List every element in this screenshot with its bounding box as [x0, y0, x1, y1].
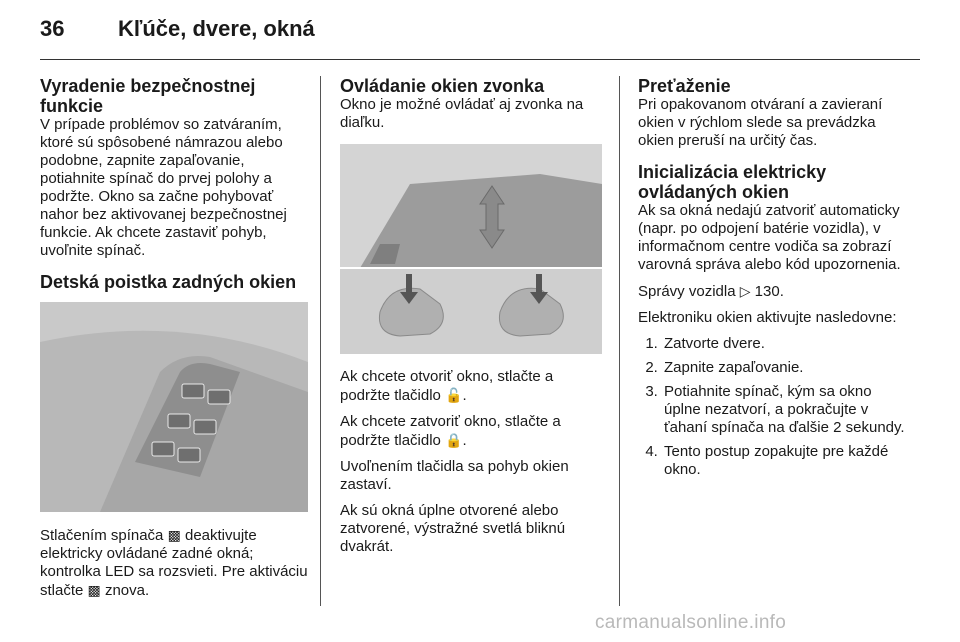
- close-window-text: Ak chcete zatvoriť okno, stlačte a podržte tlačidlo 🔒.: [340, 413, 561, 449]
- heading-safety-override: Vyradenie bezpečnostnej funkcie: [40, 76, 256, 116]
- child-lock-caption: Stlačením spínača ▩ deaktivujte elektricky ovládané zadné okná; kontrolka LED sa rozsvieti. Pre aktiváciu stlačte ▩ znova.: [40, 527, 308, 599]
- vehicle-messages-reference: Správy vozidla ▷ 130.: [638, 283, 784, 300]
- column-3: [638, 76, 910, 485]
- remote-operation-intro: Okno je možné ovládať aj zvonka na diaľku.: [340, 96, 584, 131]
- step-2: 2. Zapnite zapaľovanie.: [662, 359, 910, 377]
- activation-steps: [638, 335, 910, 479]
- page-title: Kľúče, dvere, okná: [118, 16, 315, 41]
- column-divider-2: [619, 76, 620, 606]
- heading-remote-operation: Ovládanie okien zvonka: [340, 76, 545, 96]
- column-1: [40, 76, 308, 608]
- figure-window-switches: [40, 302, 308, 512]
- watermark: carmanualsonline.info: [595, 612, 787, 633]
- release-button-text: Uvoľnením tlačidla sa pohyb okien zastaví.: [340, 458, 569, 493]
- overload-text: Pri opakovanom otváraní a zavieraní okien v rýchlom slede sa prevádzka okien preruší na určitý čas.: [638, 96, 883, 149]
- heading-child-lock: Detská poistka zadných okien: [40, 272, 297, 292]
- page-header: [40, 16, 920, 56]
- window-switch-panel-illustration: [40, 302, 308, 512]
- open-window-text: Ak chcete otvoriť okno, stlačte a podržte tlačidlo 🔓.: [340, 368, 554, 404]
- safety-override-text: V prípade problémov so zatváraním, ktoré sú spôsobené námrazou alebo podobne, zapnite zapaľovanie, potiahnite spínač do prvej polohy a podržte. Okno sa začne pohybovať nahor bez aktivovanej bezpečnostnej funkcie. Ak chcete zastaviť pohyb, uvoľnite spínač.: [40, 116, 287, 259]
- heading-initialization: Inicializácia elektricky ovládaných okien: [638, 162, 827, 202]
- hazard-flash-text: Ak sú okná úplne otvorené alebo zatvorené, výstražné svetlá bliknú dvakrát.: [340, 502, 566, 555]
- lock-icon: 🔒: [445, 432, 463, 448]
- child-lock-window-icon: ▩: [87, 582, 101, 598]
- child-lock-window-icon: ▩: [167, 527, 181, 543]
- step-1: 1. Zatvorte dvere.: [662, 335, 910, 353]
- page-reference-icon: ▷: [739, 283, 751, 299]
- figure-remote-key: [340, 144, 602, 354]
- initialization-text: Ak sa okná nedajú zatvoriť automaticky (napr. po odpojení batérie vozidla), v informačnom centre vodiča sa zobrazí varovná správa alebo kód upozornenia.: [638, 202, 901, 273]
- activation-intro: Elektroniku okien aktivujte nasledovne:: [638, 309, 897, 326]
- column-2: [340, 76, 602, 564]
- heading-overload: Preťaženie: [638, 76, 731, 96]
- remote-key-illustration: [340, 144, 602, 354]
- step-4: 4. Tento postup zopakujte pre každé okno.: [662, 443, 910, 479]
- unlock-icon: 🔓: [445, 387, 463, 403]
- step-3: 3. Potiahnite spínač, kým sa okno úplne nezatvorí, a pokračujte v ťahaní spínača na ďalšie 2 sekundy.: [662, 383, 910, 437]
- page-number: 36: [40, 16, 65, 41]
- header-rule: [40, 59, 920, 60]
- column-divider-1: [320, 76, 321, 606]
